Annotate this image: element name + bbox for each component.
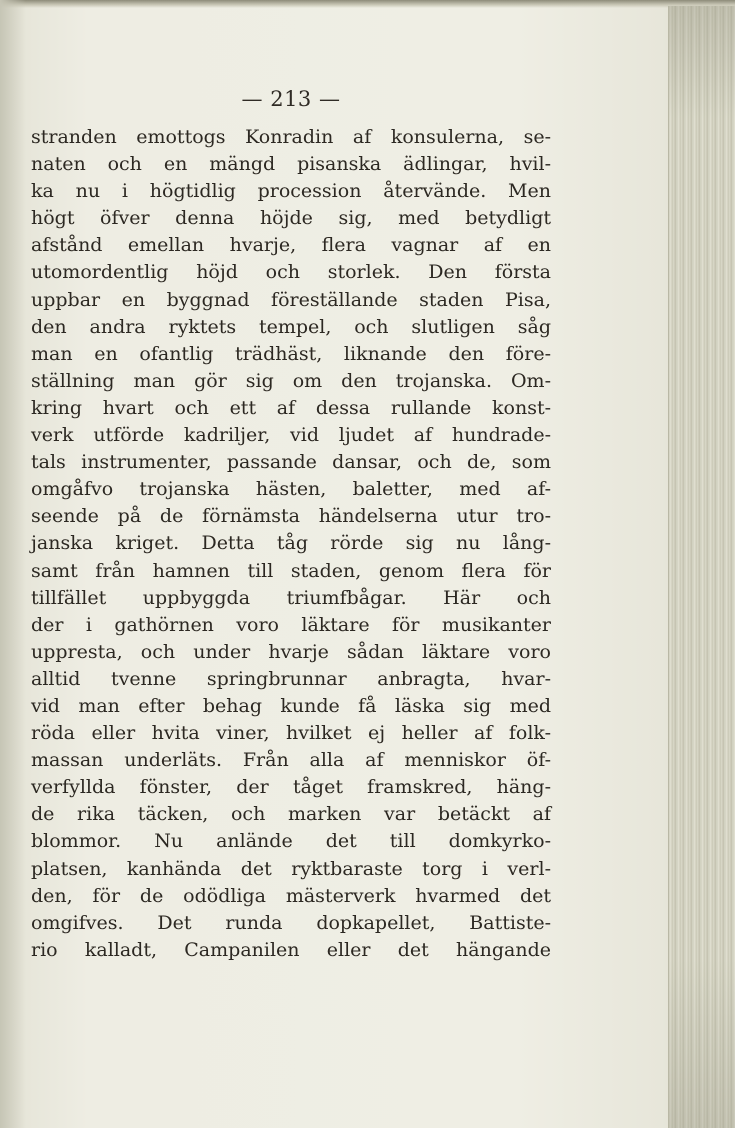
text-line: utomordentlig höjd och storlek. Den första — [31, 261, 551, 284]
text-line: ka nu i högtidlig procession återvände. Men — [31, 180, 551, 203]
text-line: uppresta, och under hvarje sådan läktare voro — [31, 640, 551, 663]
text-line: tillfället uppbyggda triumfbågar. Här och — [31, 586, 551, 609]
text-line: der i gathörnen voro läktare för musikanter — [31, 613, 551, 636]
text-line: högt öfver denna höjde sig, med betydligt — [31, 207, 551, 230]
text-line: janska kriget. Detta tåg rörde sig nu lång- — [31, 532, 551, 555]
text-line: platsen, kanhända det ryktbaraste torg i verl- — [31, 857, 551, 880]
page-top-edge — [0, 0, 735, 8]
text-line: man en ofantlig trädhäst, liknande den före- — [31, 342, 551, 365]
text-line: verk utförde kadriljer, vid ljudet af hundrade- — [31, 424, 551, 447]
text-line: seende på de förnämsta händelserna utur tro- — [31, 505, 551, 528]
text-line: samt från hamnen till staden, genom flera för — [31, 559, 551, 582]
text-line: massan underläts. Från alla af menniskor öf- — [31, 749, 551, 772]
text-line: vid man efter behag kunde få läska sig med — [31, 694, 551, 717]
text-line: afstånd emellan hvarje, flera vagnar af en — [31, 234, 551, 257]
book-fore-edge — [668, 6, 735, 1128]
text-line: tals instrumenter, passande dansar, och de, som — [31, 451, 551, 474]
body-text — [31, 124, 551, 964]
text-line: de rika täcken, och marken var betäckt af — [31, 803, 551, 826]
text-line: den andra ryktets tempel, och slutligen såg — [31, 315, 551, 338]
text-line: verfyllda fönster, der tåget framskred, häng- — [31, 776, 551, 799]
text-line: den, för de odödliga mästerverk hvarmed det — [31, 884, 551, 907]
text-line: kring hvart och ett af dessa rullande konst- — [31, 396, 551, 419]
text-line: rio kalladt, Campanilen eller det hängande — [31, 938, 551, 961]
text-line: stranden emottogs Konradin af konsulerna, se- — [31, 126, 551, 148]
text-line: omgifves. Det runda dopkapellet, Battiste- — [31, 911, 551, 934]
text-line: naten och en mängd pisanska ädlingar, hvil- — [31, 153, 551, 176]
text-line: röda eller hvita viner, hvilket ej heller af folk- — [31, 722, 551, 745]
text-line: omgåfvo trojanska hästen, baletter, med af- — [31, 478, 551, 501]
text-line: blommor. Nu anlände det till domkyrko- — [31, 830, 551, 853]
text-line: ställning man gör sig om den trojanska. Om- — [31, 369, 551, 392]
text-line: alltid tvenne springbrunnar anbragta, hvar- — [31, 667, 551, 690]
text-line: uppbar en byggnad föreställande staden Pisa, — [31, 288, 551, 311]
gutter-shadow — [0, 0, 26, 1128]
page-number-header: — 213 — — [241, 87, 341, 111]
